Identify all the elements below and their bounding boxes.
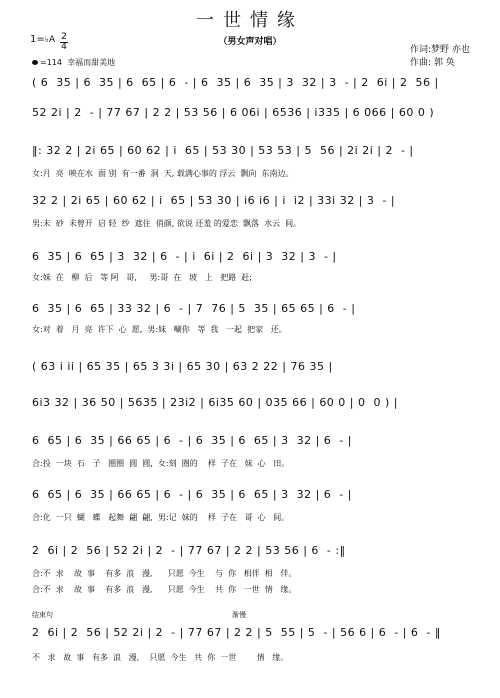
notation-line: 6 65 | 6 35 | 66 65 | 6 - | 6 35 | 6 65 | 3 32 | 6 - | (32, 434, 352, 447)
ritardando-marker: 渐慢 (232, 611, 246, 619)
notation-line: 6 65 | 6 35 | 66 65 | 6 - | 6 35 | 6 65 | 3 32 | 6 - | (32, 488, 352, 501)
notation-line: 6 35 | 6 65 | 3 32 | 6 - | i 6i | 2 6i | 3 32 | 3 - | (32, 250, 337, 263)
notation-line: 2 6i | 2 56 | 52 2i | 2 - | 77 67 | 2 2 | 5 55 | 5 - | 56 6 | 6 - | 6 - ‖ (32, 626, 441, 639)
lyric-line: 不 求 故 事 有多 浪 漫, 只愿 今生 共 你 一世 情 缘。 (32, 653, 289, 662)
composer-credit: 作曲: 郭 奂 (410, 58, 455, 68)
song-title: 一世情缘 (196, 10, 304, 31)
notation-line: 6 35 | 6 65 | 33 32 | 6 - | 7 76 | 5 35 | 65 65 | 6 - | (32, 302, 356, 315)
lyric-line: 合:不 求 故 事 有多 浪 漫, 只愿 今生 与 你 相伴 相 伴。 (32, 569, 297, 578)
notation-line: ( 6 35 | 6 35 | 6 65 | 6 - | 6 35 | 6 35 | 3 32 | 3 - | 2 6i | 2 56 | (32, 76, 439, 89)
key-flat: ♭A (44, 35, 56, 45)
lyric-line: 女:对 着 月 亮 许下 心 愿, 男:妹 唰你 等 我 一起 把家 还。 (32, 325, 287, 334)
notation-line: 6i3 32 | 36 50 | 5635 | 23i2 | 6i35 60 | 035 66 | 60 0 | 0 0 ) | (32, 396, 398, 409)
key-signature (30, 34, 55, 45)
lyric-line: 合:投 一块 石 子 圈圈 圆 圆, 女:刻 圈的 样 子在 妹 心 田。 (32, 459, 290, 468)
tempo-value: =114 (40, 58, 62, 67)
tempo-marking (32, 57, 115, 68)
expression-text: 幸福而甜美地 (67, 58, 116, 67)
notation-line: ‖: 32 2 | 2i 65 | 60 62 | i 65 | 53 30 | 53 53 | 5 56 | 2i 2i | 2 - | (32, 144, 414, 157)
lyric-line: 女:月 亮 映在水 面 别 有一番 洞 天, 载满心事的 浮云 飘向 东南边。 (32, 169, 294, 178)
lyric-line: 男:未 砂 未曾开 启 轻 纱 遮住 俏颜, 欲说 还羞 的爱恋 飘落 水云 间。 (32, 219, 302, 228)
song-subtitle: （男女声对唱） (218, 37, 282, 47)
time-signature (60, 33, 68, 52)
notation-line: 52 2i | 2 - | 77 67 | 2 2 | 53 56 | 6 06i | 6536 | i335 | 6 066 | 60 0 ) (32, 106, 435, 119)
note-icon (32, 60, 38, 65)
time-signature-bottom: 4 (61, 42, 67, 52)
notation-line: 32 2 | 2i 65 | 60 62 | i 65 | 53 30 | i6 i6 | i i2 | 33i 32 | 3 - | (32, 194, 396, 207)
key-label: 1= (30, 34, 45, 45)
ending-marker: 结束句 (32, 611, 53, 619)
notation-line: 2 6i | 2 56 | 52 2i | 2 - | 77 67 | 2 2 | 53 56 | 6 - :‖ (32, 544, 346, 557)
lyric-line: 女:妹 在 柳 后 等 阿 哥, 男:哥 在 坡 上 把路 赶; (32, 273, 253, 282)
time-signature-top: 2 (61, 32, 67, 42)
notation-line: ( 63 i ii | 65 35 | 65 3 3i | 65 30 | 63 2 22 | 76 35 | (32, 360, 333, 373)
lyric-line-verse-2: 合:不 求 故 事 有多 浪 漫, 只愿 今生 共 你 一世 情 缘。 (32, 585, 297, 594)
lyricist-credit: 作词:梦野 亦也 (410, 45, 470, 55)
lyric-line: 合:化 一只 蝴 蝶 起舞 翩 翩, 男:记 妹的 样 子在 哥 心 间。 (32, 513, 290, 522)
